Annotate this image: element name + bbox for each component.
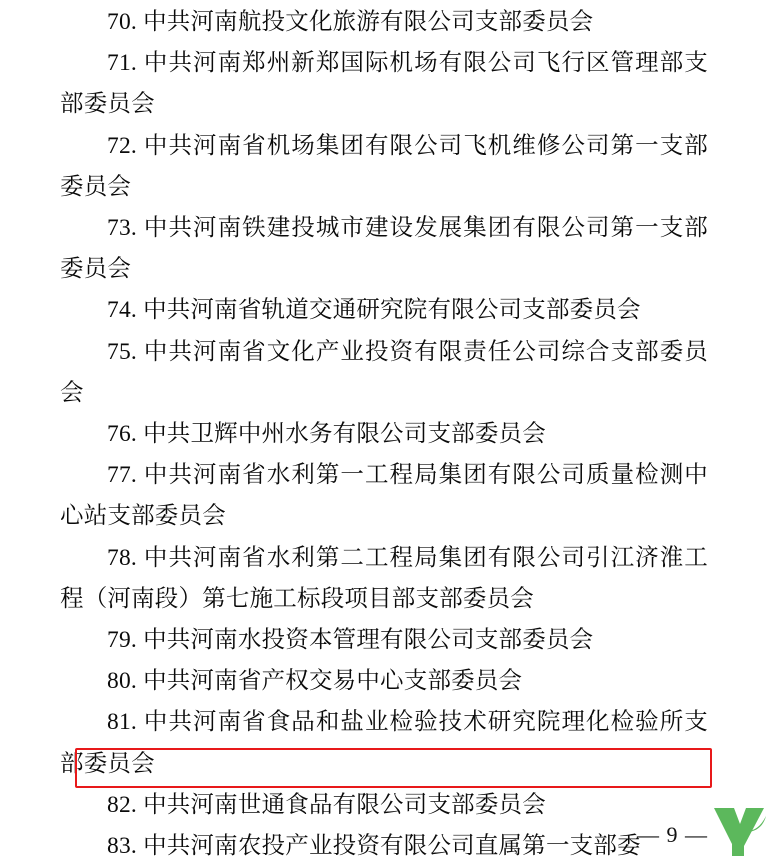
list-item <box>60 661 708 702</box>
list-item <box>60 2 708 43</box>
list-item <box>60 414 708 455</box>
list-item-text: 中共河南省水利第二工程局集团有限公司引江济淮工程（河南段）第七施工标段项目部支部委员会 <box>60 544 708 612</box>
green-leaf-logo-icon <box>706 802 772 860</box>
list-item-text: 中共河南省产权交易中心支部委员会 <box>143 668 523 695</box>
list-item-number: 75. <box>107 338 137 365</box>
list-item-number: 73. <box>107 215 137 242</box>
list-item-number: 70. <box>107 9 137 35</box>
list-item <box>60 455 708 537</box>
list-item <box>60 538 708 620</box>
list-item-number: 80. <box>107 668 137 695</box>
list-item-text: 中共河南水投资本管理有限公司支部委员会 <box>143 627 594 654</box>
list-item-text: 中共河南省食品和盐业检验技术研究院理化检验所支部委员会 <box>60 709 708 777</box>
list-item-number: 79. <box>107 627 137 654</box>
list-item <box>60 290 708 331</box>
list-item-number: 72. <box>107 132 137 159</box>
list-item <box>60 620 708 661</box>
list-item-number: 83. <box>107 833 137 860</box>
list-item <box>60 208 708 290</box>
list-item-number: 78. <box>107 544 137 571</box>
list-container <box>60 0 708 867</box>
list-item <box>60 43 708 125</box>
list-item-text: 中共河南铁建投城市建设发展集团有限公司第一支部委员会 <box>60 215 708 283</box>
list-item-number: 76. <box>107 421 137 448</box>
page-bottom-edge <box>0 860 780 866</box>
list-item <box>60 126 708 208</box>
list-item-text: 中共河南省轨道交通研究院有限公司支部委员会 <box>143 297 641 324</box>
list-item-text: 中共河南省文化产业投资有限责任公司综合支部委员会 <box>60 338 708 406</box>
list-item-text: 中共河南农投产业投资有限公司直属第一支部委 <box>143 833 641 860</box>
list-item-text: 中共卫辉中州水务有限公司支部委员会 <box>143 421 546 448</box>
list-item-number: 74. <box>107 297 137 324</box>
page-number: — 9 — <box>637 822 708 847</box>
list-item-text: 中共河南省机场集团有限公司飞机维修公司第一支部委员会 <box>60 132 708 200</box>
list-item-text: 中共河南世通食品有限公司支部委员会 <box>143 791 546 818</box>
list-item-number: 77. <box>107 462 137 489</box>
list-item-number: 71. <box>107 50 137 77</box>
list-item-number: 81. <box>107 709 137 736</box>
list-item <box>60 702 708 784</box>
list-item-number: 82. <box>107 791 137 818</box>
list-item <box>60 332 708 414</box>
list-item-highlighted <box>60 785 708 826</box>
list-item-text: 中共河南郑州新郑国际机场有限公司飞行区管理部支部委员会 <box>60 50 708 118</box>
list-item-text: 中共河南航投文化旅游有限公司支部委员会 <box>143 9 594 35</box>
list-item-text: 中共河南省水利第一工程局集团有限公司质量检测中心站支部委员会 <box>60 462 708 530</box>
